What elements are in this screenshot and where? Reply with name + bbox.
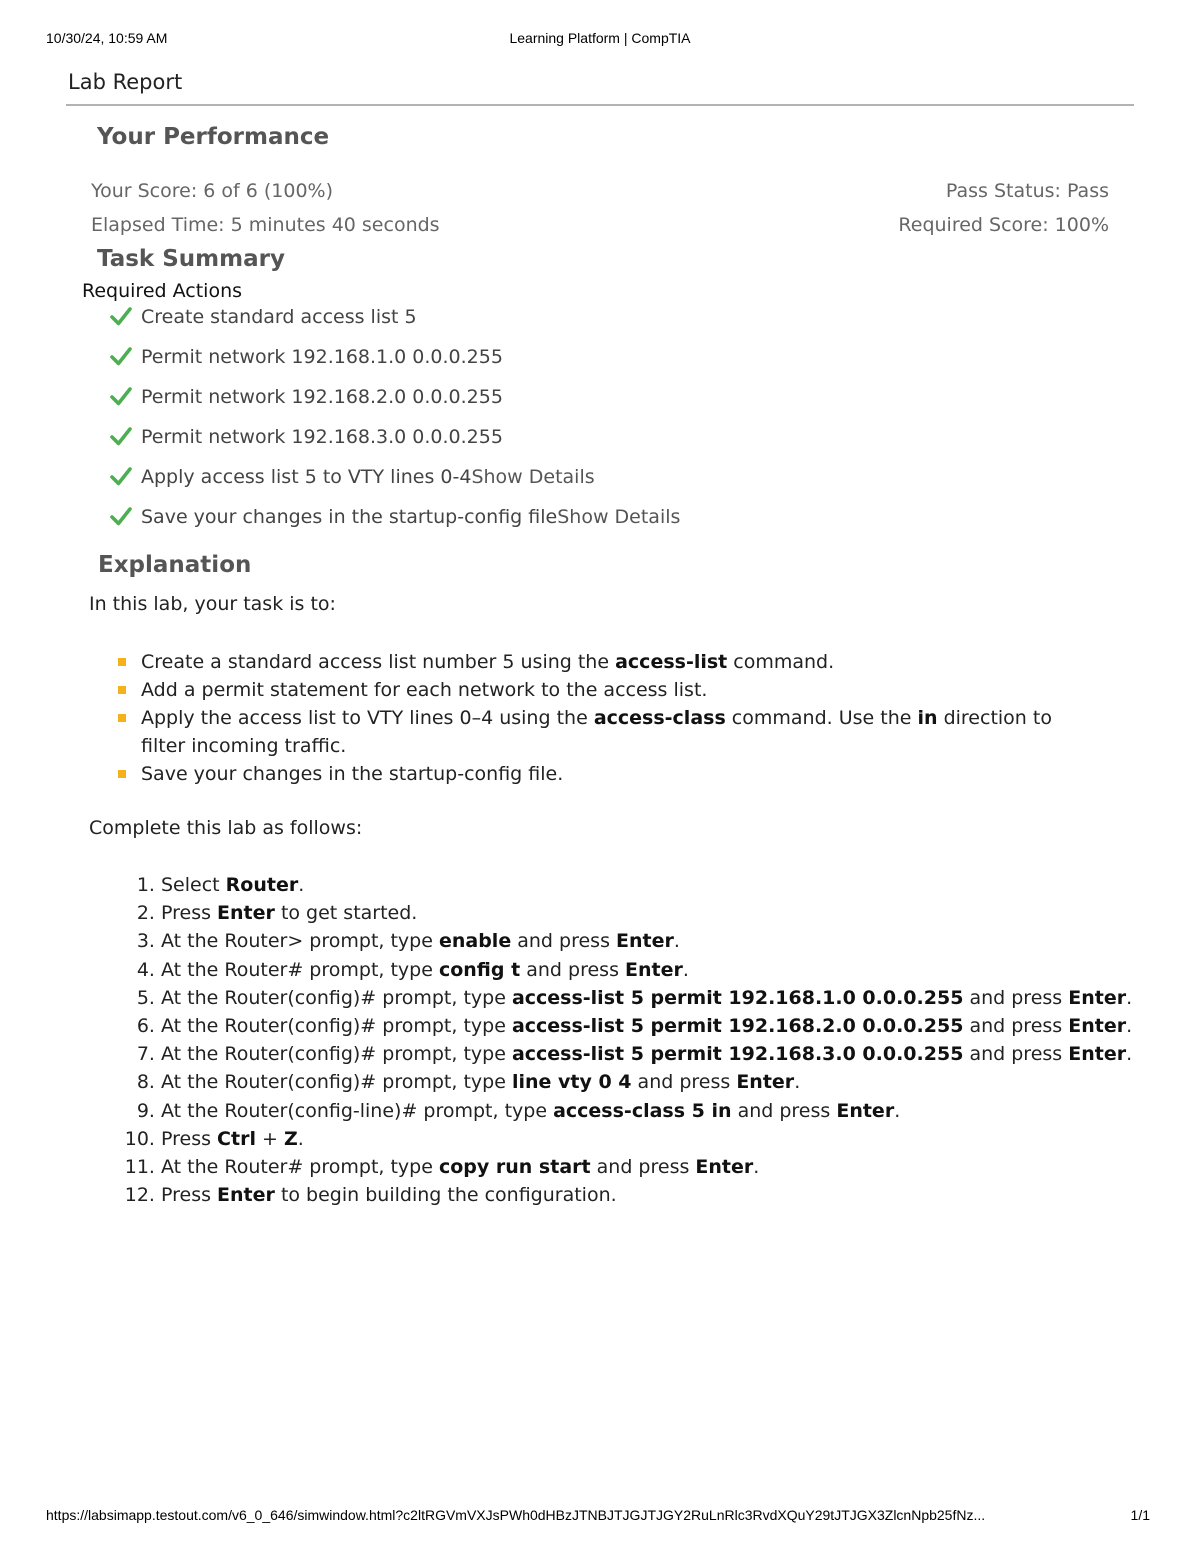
title-divider [66, 104, 1134, 106]
step-text [161, 956, 689, 984]
print-footer [0, 1507, 1200, 1527]
text-run: . [753, 1156, 760, 1179]
bold-term: Enter [836, 1099, 895, 1122]
task-text [141, 305, 417, 328]
bullet-item [118, 676, 1098, 704]
text-run: command. Use the [725, 707, 918, 729]
task-text [141, 345, 503, 368]
step-number: 1. [136, 874, 161, 896]
bullet-square-icon [118, 770, 126, 778]
text-run: direction to filter incoming traffic. [141, 707, 1052, 757]
step-number: 2. [136, 902, 161, 925]
task-list [110, 305, 680, 545]
bold-term: copy run start [438, 1156, 591, 1179]
step-item [120, 899, 1132, 927]
text-run: . [794, 1071, 801, 1094]
task-label: Permit network 192.168.1.0 0.0.0.255 [141, 346, 503, 368]
step-number: 4. [136, 958, 161, 981]
step-item [120, 1125, 1132, 1153]
step-number: 8. [136, 1071, 161, 1094]
text-run: Save your changes in the startup-config file. [141, 763, 564, 785]
text-run: command. [727, 651, 835, 673]
show-details-link[interactable]: Show Details [471, 466, 595, 488]
task-item [110, 465, 680, 505]
step-number: 5. [136, 986, 161, 1009]
task-label: Permit network 192.168.2.0 0.0.0.255 [141, 386, 503, 408]
step-item [120, 1181, 1132, 1209]
text-run: to get started. [274, 902, 418, 925]
text-run: . [682, 958, 689, 981]
task-text [141, 425, 503, 448]
checkmark-icon [110, 425, 141, 451]
step-number: 9. [136, 1099, 161, 1122]
print-header [0, 30, 1200, 50]
report-title: Lab Report [68, 70, 183, 94]
bold-term: access-list 5 permit 192.168.1.0 0.0.0.255 [511, 986, 964, 1009]
bold-term: Enter [736, 1071, 795, 1094]
bullet-item [118, 648, 1098, 676]
text-run: and press [963, 1043, 1069, 1066]
text-run: Press [161, 902, 218, 925]
bold-term: Enter [625, 958, 683, 981]
task-summary-heading: Task Summary [97, 246, 285, 272]
bold-term: Enter [217, 1184, 275, 1207]
step-number: 7. [136, 1043, 161, 1066]
checkmark-icon [110, 505, 141, 531]
explanation-heading: Explanation [98, 552, 252, 578]
pass-status: Pass Status: Pass [945, 180, 1109, 202]
step-text [161, 1012, 1132, 1040]
bold-term: Enter [616, 930, 674, 953]
text-run: Apply the access list to VTY lines 0–4 using the [141, 707, 594, 729]
bold-term: Enter [1068, 1043, 1127, 1066]
text-run: At the Router(config)# prompt, type [161, 986, 512, 1009]
bullet-square-icon [118, 658, 126, 666]
bold-term: access-list [615, 651, 728, 673]
text-run: Select [161, 874, 226, 896]
print-page-number: 1/1 [1130, 1507, 1150, 1523]
step-item [120, 1097, 1132, 1125]
explanation-intro: In this lab, your task is to: [89, 593, 336, 615]
text-run: and press [511, 930, 617, 953]
step-number: 6. [136, 1015, 161, 1038]
required-actions-label: Required Actions [82, 280, 243, 302]
text-run: At the Router> prompt, type [161, 930, 439, 953]
bold-term: Enter [217, 902, 275, 925]
task-item [110, 385, 680, 425]
checkmark-icon [110, 345, 141, 371]
step-item [120, 984, 1132, 1012]
text-run: and press [963, 986, 1069, 1009]
complete-intro: Complete this lab as follows: [89, 817, 363, 839]
text-run: and press [631, 1071, 737, 1094]
text-run: and press [731, 1099, 837, 1122]
step-number: 3. [136, 930, 161, 953]
text-run: . [1126, 986, 1133, 1009]
bullet-item [118, 704, 1098, 760]
text-run: Press [161, 1127, 218, 1150]
task-text [141, 465, 595, 488]
step-text [161, 927, 680, 955]
bold-term: access-list 5 permit 192.168.3.0 0.0.0.255 [511, 1043, 964, 1066]
step-text [161, 1068, 800, 1096]
step-item [120, 956, 1132, 984]
checkmark-icon [110, 305, 141, 331]
step-number: 12. [124, 1184, 161, 1207]
step-text [161, 871, 304, 899]
performance-heading: Your Performance [97, 124, 330, 150]
bold-term: enable [438, 930, 512, 953]
bold-term: in [917, 707, 938, 729]
bullet-square-icon [118, 714, 126, 722]
step-text [161, 899, 417, 927]
checkmark-icon [110, 385, 141, 411]
text-run: to begin building the configuration. [274, 1184, 617, 1207]
step-item [120, 927, 1132, 955]
elapsed-time: Elapsed Time: 5 minutes 40 seconds [91, 214, 440, 236]
step-number: 11. [124, 1156, 161, 1179]
task-label: Create standard access list 5 [141, 306, 417, 328]
bullet-item [118, 760, 1098, 788]
text-run: At the Router(config)# prompt, type [161, 1015, 512, 1038]
bold-term: line vty 0 4 [511, 1071, 632, 1094]
text-run: At the Router(config-line)# prompt, type [161, 1099, 554, 1122]
step-text [161, 1097, 900, 1125]
step-text [161, 984, 1132, 1012]
task-label: Permit network 192.168.3.0 0.0.0.255 [141, 426, 503, 448]
step-number: 10. [124, 1127, 161, 1150]
bold-term: Ctrl [217, 1127, 256, 1150]
bold-term: access-class [593, 707, 726, 729]
task-label: Save your changes in the startup-config file [141, 506, 558, 528]
text-run: . [298, 874, 305, 896]
text-run: + [255, 1127, 284, 1150]
text-run: Add a permit statement for each network to the access list. [141, 679, 708, 701]
print-datetime: 10/30/24, 10:59 AM [46, 30, 168, 46]
step-text [161, 1040, 1132, 1068]
text-run: Press [161, 1184, 218, 1207]
text-run: and press [963, 1015, 1069, 1038]
step-text [161, 1181, 617, 1209]
score-value: Your Score: 6 of 6 (100%) [91, 180, 334, 202]
bold-term: Enter [1068, 986, 1127, 1009]
step-text [161, 1153, 759, 1181]
task-bullets [118, 648, 1098, 788]
bullet-square-icon [118, 686, 126, 694]
bold-term: Enter [695, 1156, 754, 1179]
checkmark-icon [110, 465, 141, 491]
show-details-link[interactable]: Show Details [557, 506, 681, 528]
bold-term: Enter [1068, 1015, 1127, 1038]
bold-term: access-list 5 permit 192.168.2.0 0.0.0.255 [511, 1015, 964, 1038]
task-text [141, 505, 680, 528]
steps-list [120, 871, 1132, 1209]
task-item [110, 505, 680, 545]
bold-term: access-class 5 in [553, 1099, 732, 1122]
text-run: At the Router(config)# prompt, type [161, 1043, 512, 1066]
text-run: and press [590, 1156, 696, 1179]
text-run: . [1126, 1043, 1133, 1066]
bold-term: Z [283, 1127, 298, 1150]
step-item [120, 1012, 1132, 1040]
required-score: Required Score: 100% [898, 214, 1109, 236]
text-run: At the Router# prompt, type [161, 958, 439, 981]
text-run: . [1126, 1015, 1133, 1038]
task-text [141, 385, 503, 408]
text-run: . [894, 1099, 901, 1122]
text-run: At the Router(config)# prompt, type [161, 1071, 512, 1094]
text-run: . [297, 1127, 304, 1150]
print-url: https://labsimapp.testout.com/v6_0_646/simwindow.html?c2ltRGVmVXJsPWh0dHBzJTNBJTJGJTJGY2RuLnRlc3RvdXQuY29tJTJGX3ZlcnNpb25fNz... [46, 1507, 986, 1523]
text-run: and press [520, 958, 626, 981]
step-item [120, 1153, 1132, 1181]
print-page-title: Learning Platform | CompTIA [509, 30, 691, 46]
text-run: . [673, 930, 680, 953]
task-item [110, 425, 680, 465]
task-label: Apply access list 5 to VTY lines 0-4 [141, 466, 472, 488]
text-run: At the Router# prompt, type [161, 1156, 439, 1179]
step-item [120, 1068, 1132, 1096]
bold-term: config t [438, 958, 521, 981]
task-item [110, 305, 680, 345]
bold-term: Router [225, 874, 299, 896]
text-run: Create a standard access list number 5 using the [141, 651, 616, 673]
step-item [120, 1040, 1132, 1068]
task-item [110, 345, 680, 385]
step-item [120, 871, 1132, 899]
step-text [161, 1125, 304, 1153]
